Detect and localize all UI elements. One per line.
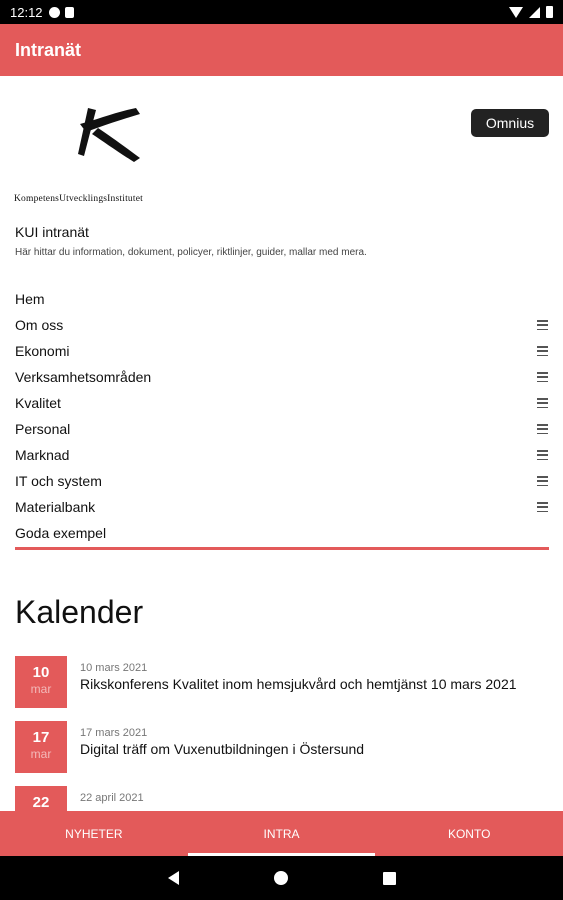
hamburger-menu-icon[interactable] bbox=[537, 346, 548, 356]
event-title[interactable]: Rikskonferens Kvalitet inom hemsjukvård och hemtjänst 10 mars 2021 bbox=[80, 676, 517, 692]
event-month: mar bbox=[30, 747, 52, 761]
nav-item-label[interactable]: Materialbank bbox=[15, 499, 96, 515]
home-icon[interactable] bbox=[274, 871, 288, 885]
calendar-event[interactable] bbox=[15, 721, 549, 775]
nav-item-label[interactable]: Kvalitet bbox=[15, 395, 61, 411]
hamburger-menu-icon[interactable] bbox=[537, 372, 548, 382]
tab-nyheter[interactable] bbox=[0, 811, 188, 856]
app-title: Intranät bbox=[15, 39, 82, 60]
omnius-button[interactable]: Omnius bbox=[471, 109, 549, 137]
nav-item-hem[interactable] bbox=[15, 286, 549, 312]
tab-label[interactable]: KONTO bbox=[447, 826, 491, 841]
nav-item-label[interactable]: Goda exempel bbox=[15, 525, 107, 541]
storage-icon bbox=[65, 7, 74, 18]
signal-icon bbox=[529, 7, 540, 18]
tab-label[interactable]: NYHETER bbox=[65, 826, 123, 841]
tab-konto[interactable] bbox=[375, 811, 563, 856]
app-bar bbox=[0, 24, 563, 76]
status-bar bbox=[0, 0, 563, 24]
nav-item-label[interactable]: Ekonomi bbox=[15, 343, 70, 359]
event-day: 10 bbox=[32, 664, 50, 681]
notification-icon bbox=[49, 7, 60, 18]
nav-item-label[interactable]: Om oss bbox=[15, 317, 64, 333]
nav-item-label[interactable]: IT och system bbox=[15, 473, 102, 489]
event-month: mar bbox=[30, 682, 52, 696]
main-content[interactable] bbox=[0, 76, 563, 811]
recent-apps-icon[interactable] bbox=[383, 872, 396, 885]
status-time: 12:12 bbox=[10, 4, 43, 20]
event-day: 22 bbox=[32, 794, 50, 811]
nav-item-it-och-system[interactable] bbox=[15, 468, 549, 494]
nav-item-goda-exempel[interactable] bbox=[15, 520, 549, 546]
hamburger-menu-icon[interactable] bbox=[537, 502, 548, 512]
nav-divider bbox=[15, 547, 549, 550]
nav-item-ekonomi[interactable] bbox=[15, 338, 549, 364]
nav-item-label[interactable]: Personal bbox=[15, 421, 71, 437]
logo-text: KompetensUtvecklingsInstitutet bbox=[14, 194, 143, 204]
wifi-icon bbox=[509, 7, 523, 18]
nav-item-kvalitet[interactable] bbox=[15, 390, 549, 416]
event-title[interactable]: Digital träff om Vuxenutbildningen i Östersund bbox=[80, 741, 365, 757]
intranet-nav bbox=[15, 286, 549, 546]
event-date: 17 mars 2021 bbox=[80, 727, 148, 739]
intro-description: Här hittar du information, dokument, policyer, riktlinjer, guider, mallar med mera. bbox=[15, 247, 367, 258]
kui-logo-mark bbox=[76, 106, 156, 161]
tab-intra[interactable] bbox=[188, 811, 376, 856]
tab-label[interactable]: INTRA bbox=[263, 826, 300, 841]
nav-item-label[interactable]: Verksamhetsområden bbox=[15, 369, 152, 385]
bottom-navigation bbox=[0, 811, 563, 856]
hamburger-menu-icon[interactable] bbox=[537, 476, 548, 486]
nav-item-materialbank[interactable] bbox=[15, 494, 549, 520]
battery-icon bbox=[546, 6, 553, 18]
nav-item-label[interactable]: Hem bbox=[15, 291, 45, 307]
nav-item-label[interactable]: Marknad bbox=[15, 447, 70, 463]
nav-item-personal[interactable] bbox=[15, 416, 549, 442]
nav-item-marknad[interactable] bbox=[15, 442, 549, 468]
nav-item-om-oss[interactable] bbox=[15, 312, 549, 338]
event-day: 17 bbox=[32, 729, 50, 746]
event-date: 22 april 2021 bbox=[80, 792, 144, 804]
hamburger-menu-icon[interactable] bbox=[537, 398, 548, 408]
kui-logo bbox=[14, 106, 214, 204]
hamburger-menu-icon[interactable] bbox=[537, 450, 548, 460]
back-icon[interactable] bbox=[168, 871, 179, 885]
intro-title: KUI intranät bbox=[15, 224, 89, 240]
event-date: 10 mars 2021 bbox=[80, 662, 148, 674]
hamburger-menu-icon[interactable] bbox=[537, 320, 548, 330]
calendar-event[interactable] bbox=[15, 656, 549, 710]
calendar-heading: Kalender bbox=[15, 594, 144, 630]
hamburger-menu-icon[interactable] bbox=[537, 424, 548, 434]
nav-item-verksamhetsomraden[interactable] bbox=[15, 364, 549, 390]
event-date-badge bbox=[15, 721, 67, 773]
event-date-badge bbox=[15, 656, 67, 708]
system-navigation-bar bbox=[0, 856, 563, 900]
